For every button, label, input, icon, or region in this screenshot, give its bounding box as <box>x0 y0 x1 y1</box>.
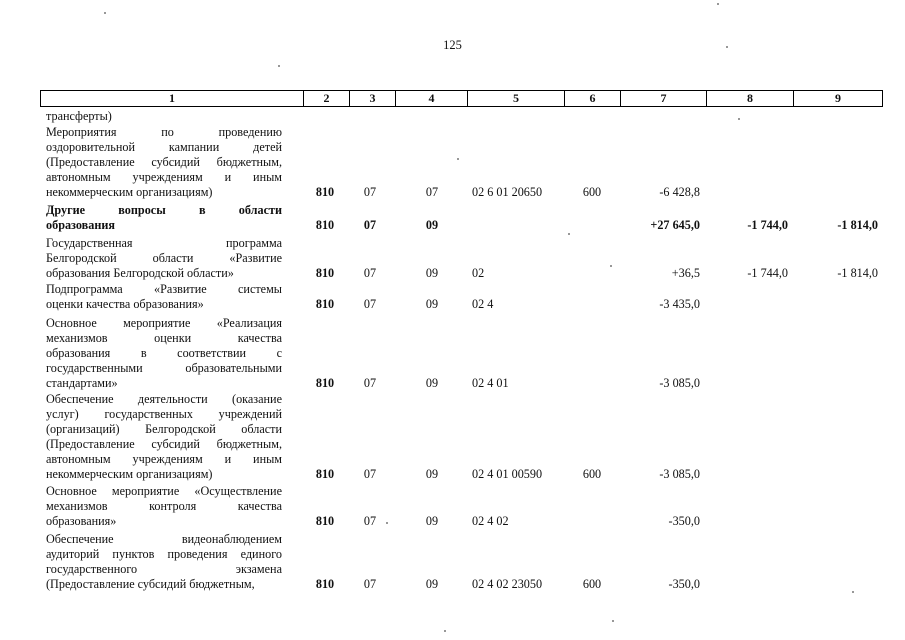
col-4-subsection: 09 <box>425 266 439 280</box>
col-7-amount: -3 085,0 <box>659 467 700 481</box>
description-line: некоммерческим организациям) <box>46 185 213 199</box>
scan-speck <box>612 620 614 622</box>
scan-speck <box>738 118 740 120</box>
col-6-expense-type: 600 <box>582 185 602 199</box>
scan-speck <box>457 158 459 160</box>
col-7-amount: -350,0 <box>668 577 700 591</box>
description-line: Обеспечение видеонаблюдением <box>46 532 282 546</box>
row-description <box>46 282 282 312</box>
col-3-section: 07 <box>363 577 377 591</box>
header-col-5: 5 <box>468 91 565 106</box>
row-description <box>46 316 282 391</box>
page-number: 125 <box>443 38 462 52</box>
description-line: механизмов оценки качества <box>46 331 282 345</box>
scan-speck <box>386 522 388 524</box>
row-description <box>46 109 282 124</box>
col-4-subsection: 09 <box>425 514 439 528</box>
scan-speck <box>610 265 612 267</box>
col-2-ministry: 810 <box>315 577 335 591</box>
col-7-amount: +36,5 <box>671 266 700 280</box>
col-4-subsection: 09 <box>425 218 439 232</box>
col-7-amount: -350,0 <box>668 514 700 528</box>
description-line: Другие вопросы в области <box>46 203 282 217</box>
description-line: Обеспечение деятельности (оказание <box>46 392 282 406</box>
description-line: Государственная программа <box>46 236 282 250</box>
col-2-ministry: 810 <box>315 185 335 199</box>
description-line: некоммерческим организациям) <box>46 467 213 481</box>
description-line: Основное мероприятие «Реализация <box>46 316 282 330</box>
col-5-target-article: 02 4 02 <box>472 514 509 528</box>
col-7-amount: -6 428,8 <box>659 185 700 199</box>
col-4-subsection: 09 <box>425 297 439 311</box>
description-line: Мероприятия по проведению <box>46 125 282 139</box>
scan-speck <box>726 46 728 48</box>
scan-speck <box>278 65 280 67</box>
col-5-target-article: 02 4 01 <box>472 376 509 390</box>
col-7-amount: -3 085,0 <box>659 376 700 390</box>
description-line: услуг) государственных учреждений <box>46 407 282 421</box>
col-4-subsection: 09 <box>425 577 439 591</box>
description-line: аудиторий пунктов проведения единого <box>46 547 282 561</box>
col-5-target-article: 02 6 01 20650 <box>472 185 543 199</box>
col-4-subsection: 09 <box>425 467 439 481</box>
description-line: образования в соответствии с <box>46 346 282 360</box>
header-col-7: 7 <box>621 91 707 106</box>
col-3-section: 07 <box>363 185 377 199</box>
row-description <box>46 392 282 482</box>
description-line: образования <box>46 218 115 232</box>
header-col-9: 9 <box>835 91 841 105</box>
description-line: Основное мероприятие «Осуществление <box>46 484 282 498</box>
row-description <box>46 203 282 233</box>
description-line: Подпрограмма «Развитие системы <box>46 282 282 296</box>
col-3-section: 07 <box>363 218 377 232</box>
col-7-amount: -3 435,0 <box>659 297 700 311</box>
col-7-amount: +27 645,0 <box>650 218 700 232</box>
col-2-ministry: 810 <box>315 266 335 280</box>
col-4-subsection: 07 <box>425 185 439 199</box>
col-9-amount: -1 814,0 <box>837 218 878 232</box>
col-9-amount: -1 814,0 <box>837 266 878 280</box>
description-line: автономным учреждениям и иным <box>46 170 282 184</box>
col-5-target-article: 02 <box>472 266 485 280</box>
description-line: механизмов контроля качества <box>46 499 282 513</box>
row-description <box>46 236 282 281</box>
col-2-ministry: 810 <box>315 297 335 311</box>
header-col-1: 1 <box>41 91 304 106</box>
header-col-6: 6 <box>565 91 621 106</box>
col-8-amount: -1 744,0 <box>747 266 788 280</box>
col-2-ministry: 810 <box>315 514 335 528</box>
description-line: (Предоставление субсидий бюджетным, <box>46 437 282 451</box>
description-line: государственного экзамена <box>46 562 282 576</box>
scan-speck <box>852 591 854 593</box>
col-3-section: 07 <box>363 514 377 528</box>
row-description <box>46 484 282 529</box>
scan-speck <box>444 630 446 632</box>
col-5-target-article: 02 4 01 00590 <box>472 467 543 481</box>
header-col-8: 8 <box>707 91 794 106</box>
col-5-target-article: 02 4 02 23050 <box>472 577 543 591</box>
row-description <box>46 532 282 592</box>
header-col-4: 4 <box>396 91 468 106</box>
scan-speck <box>568 233 570 235</box>
col-6-expense-type: 600 <box>582 467 602 481</box>
description-line: автономным учреждениям и иным <box>46 452 282 466</box>
scan-speck <box>717 3 719 5</box>
col-2-ministry: 810 <box>315 218 335 232</box>
description-line: образования Белгородской области» <box>46 266 234 280</box>
description-line: оценки качества образования» <box>46 297 204 311</box>
description-line: (Предоставление субсидий бюджетным, <box>46 155 282 169</box>
row-description <box>46 125 282 200</box>
col-3-section: 07 <box>363 467 377 481</box>
description-line: государственными образовательными <box>46 361 282 375</box>
scan-speck <box>104 12 106 14</box>
col-6-expense-type: 600 <box>582 577 602 591</box>
col-2-ministry: 810 <box>315 376 335 390</box>
description-line: оздоровительной кампании детей <box>46 140 282 154</box>
header-col-2: 2 <box>304 91 350 106</box>
description-line: Белгородской области «Развитие <box>46 251 282 265</box>
description-line: стандартами» <box>46 376 118 390</box>
description-line: (организаций) Белгородской области <box>46 422 282 436</box>
col-5-target-article: 02 4 <box>472 297 494 311</box>
description-line: трансферты) <box>46 109 112 123</box>
col-3-section: 07 <box>363 297 377 311</box>
col-3-section: 07 <box>363 266 377 280</box>
col-3-section: 07 <box>363 376 377 390</box>
col-4-subsection: 09 <box>425 376 439 390</box>
col-2-ministry: 810 <box>315 467 335 481</box>
description-line: (Предоставление субсидий бюджетным, <box>46 577 255 591</box>
header-col-3: 3 <box>350 91 396 106</box>
col-8-amount: -1 744,0 <box>747 218 788 232</box>
description-line: образования» <box>46 514 117 528</box>
table-header <box>40 90 883 107</box>
